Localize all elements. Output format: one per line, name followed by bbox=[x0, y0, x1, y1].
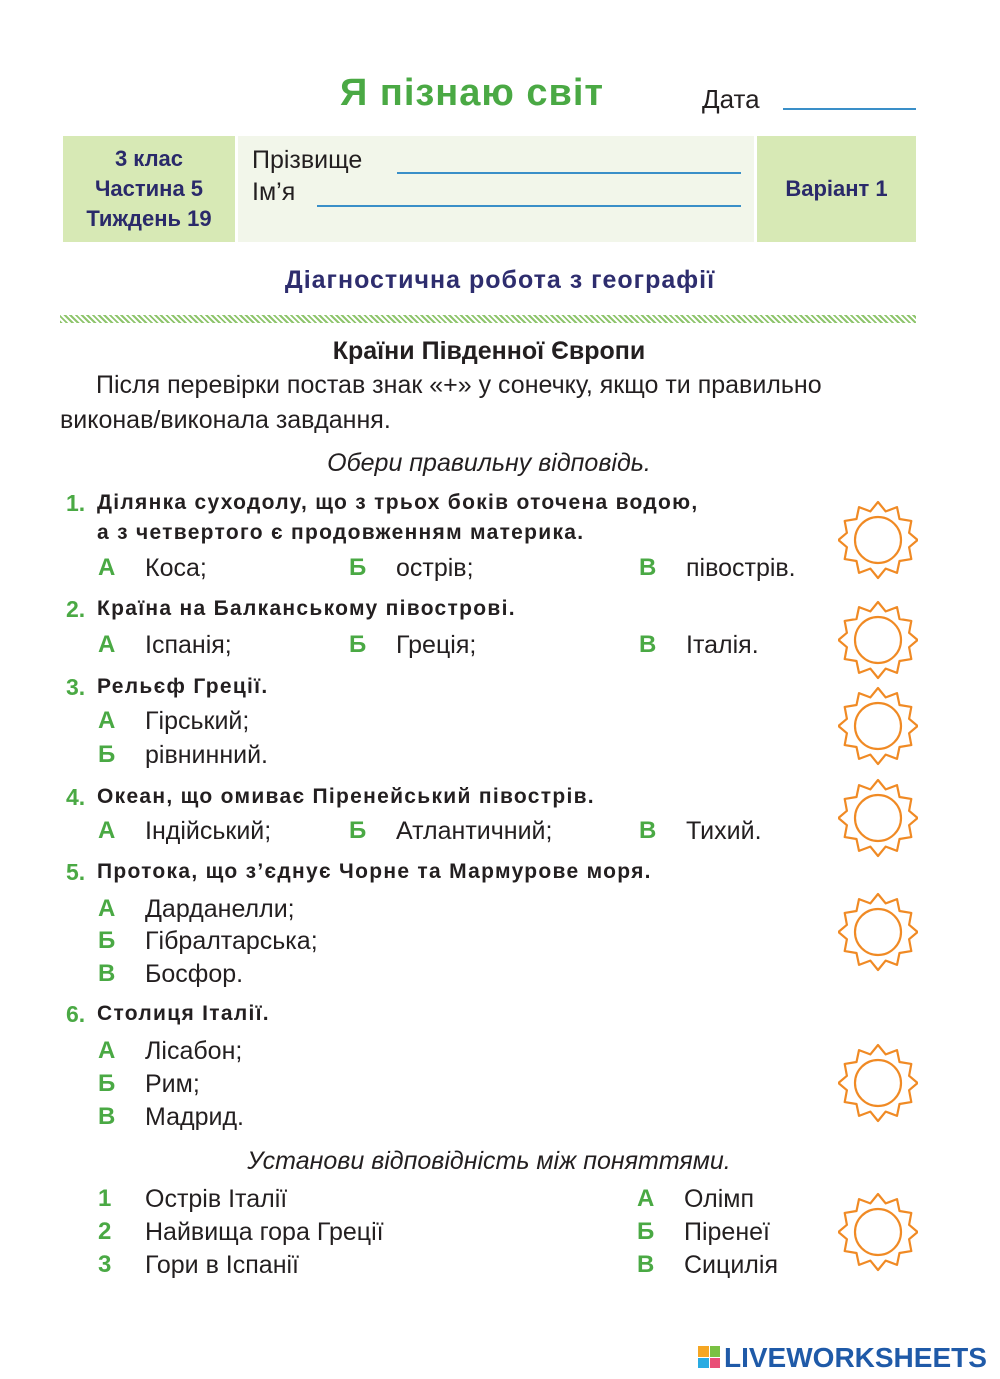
option-letter: Б bbox=[98, 741, 116, 768]
option-text[interactable]: Босфор. bbox=[145, 960, 244, 988]
part-label: Частина 5 bbox=[94, 176, 204, 201]
question-text: Рельєф Греції. bbox=[97, 675, 269, 698]
sun-checkbox[interactable] bbox=[838, 600, 918, 680]
option-letter: В bbox=[98, 960, 116, 987]
match-number: 2 bbox=[98, 1218, 112, 1245]
option-letter: Б bbox=[349, 817, 367, 844]
option-letter: А bbox=[98, 554, 116, 581]
match-answer[interactable]: Олімп bbox=[684, 1185, 755, 1213]
question-text: Столиця Італії. bbox=[97, 1002, 270, 1025]
option-text[interactable]: Коса; bbox=[145, 554, 207, 582]
option-letter: В bbox=[98, 1103, 116, 1130]
option-text[interactable]: Тихий. bbox=[686, 817, 762, 845]
date-field[interactable] bbox=[783, 108, 916, 110]
name-field[interactable] bbox=[317, 205, 741, 207]
hatched-divider bbox=[60, 315, 916, 323]
option-letter: А bbox=[98, 1037, 116, 1064]
variant-label: Варіант 1 bbox=[785, 176, 888, 201]
sun-checkbox[interactable] bbox=[838, 778, 918, 858]
match-term[interactable]: Гори в Іспанії bbox=[145, 1251, 300, 1279]
question-text: Океан, що омиває Піренейський півострів. bbox=[97, 785, 595, 808]
option-letter: А bbox=[98, 631, 116, 658]
sun-checkbox[interactable] bbox=[838, 686, 918, 766]
option-text[interactable]: півострів. bbox=[686, 554, 796, 582]
option-text[interactable]: Італія. bbox=[686, 631, 759, 659]
question-text: Країна на Балканському півострові. bbox=[97, 597, 516, 620]
option-text[interactable]: Лісабон; bbox=[145, 1037, 243, 1065]
class-label: 3 клас bbox=[114, 146, 184, 171]
liveworksheets-logo[interactable]: LIVEWORKSHEETS bbox=[724, 1342, 987, 1373]
question-text: Протока, що з’єднує Чорне та Мармурове моря. bbox=[97, 860, 652, 883]
option-text[interactable]: Гірський; bbox=[145, 707, 250, 735]
match-answer[interactable]: Сицилія bbox=[684, 1251, 778, 1279]
match-term[interactable]: Острів Італії bbox=[145, 1185, 288, 1213]
option-letter: Б bbox=[349, 554, 367, 581]
option-text[interactable]: Мадрид. bbox=[145, 1103, 244, 1131]
option-text[interactable]: Індійський; bbox=[145, 817, 272, 845]
week-label: Тиждень 19 bbox=[86, 206, 212, 231]
sun-checkbox[interactable] bbox=[838, 892, 918, 972]
question-number: 2. bbox=[66, 596, 86, 622]
match-letter: В bbox=[637, 1251, 655, 1278]
question-number: 6. bbox=[66, 1001, 86, 1027]
option-text[interactable]: Іспанія; bbox=[145, 631, 232, 659]
date-label: Дата bbox=[702, 84, 760, 114]
question-number: 1. bbox=[66, 490, 86, 516]
option-text[interactable]: Дарданелли; bbox=[145, 895, 295, 923]
intro-text bbox=[60, 368, 920, 438]
option-letter: В bbox=[639, 631, 657, 658]
option-letter: Б bbox=[349, 631, 367, 658]
name-label: Ім’я bbox=[252, 178, 296, 206]
sun-checkbox[interactable] bbox=[838, 500, 918, 580]
intro-sentence: Після перевірки постав знак «+» у сонечку, якщо ти правильно виконав/виконала завдання. bbox=[60, 371, 822, 434]
option-text[interactable]: острів; bbox=[396, 554, 474, 582]
class-info bbox=[63, 136, 235, 242]
match-term[interactable]: Найвища гора Греції bbox=[145, 1218, 384, 1246]
option-letter: А bbox=[98, 817, 116, 844]
instruction-match: Установи відповідність між поняттями. bbox=[247, 1147, 731, 1175]
match-letter: Б bbox=[637, 1218, 655, 1245]
topic-heading: Країни Південної Європи bbox=[332, 337, 646, 365]
question-number: 4. bbox=[66, 784, 86, 810]
option-text[interactable]: Атлантичний; bbox=[396, 817, 553, 845]
sun-checkbox[interactable] bbox=[838, 1043, 918, 1123]
match-letter: А bbox=[637, 1185, 655, 1212]
option-text[interactable]: рівнинний. bbox=[145, 741, 268, 769]
surname-label: Прізвище bbox=[252, 146, 363, 174]
match-number: 3 bbox=[98, 1251, 112, 1278]
instruction-choose: Обери правильну відповідь. bbox=[327, 449, 651, 477]
worksheet-title: Я пізнаю світ bbox=[340, 72, 605, 114]
question-number: 3. bbox=[66, 674, 86, 700]
question-text: Ділянка суходолу, що з трьох боків оточена водою, bbox=[97, 491, 699, 514]
liveworksheets-logo-icon bbox=[698, 1346, 720, 1368]
question-number: 5. bbox=[66, 859, 86, 885]
question-text-line2: а з четвертого є продовженням материка. bbox=[97, 521, 585, 544]
option-text[interactable]: Гібралтарська; bbox=[145, 927, 318, 955]
sun-checkbox[interactable] bbox=[838, 1192, 918, 1272]
option-letter: Б bbox=[98, 1070, 116, 1097]
option-letter: Б bbox=[98, 927, 116, 954]
variant-box bbox=[757, 136, 916, 242]
student-info bbox=[238, 136, 754, 242]
option-text[interactable]: Греція; bbox=[396, 631, 477, 659]
option-text[interactable]: Рим; bbox=[145, 1070, 200, 1098]
option-letter: А bbox=[98, 707, 116, 734]
match-answer[interactable]: Піренеї bbox=[684, 1218, 770, 1246]
option-letter: В bbox=[639, 817, 657, 844]
match-number: 1 bbox=[98, 1185, 112, 1212]
option-letter: А bbox=[98, 895, 116, 922]
work-subtitle: Діагностична робота з географії bbox=[284, 266, 716, 294]
option-letter: В bbox=[639, 554, 657, 581]
surname-field[interactable] bbox=[397, 172, 741, 174]
